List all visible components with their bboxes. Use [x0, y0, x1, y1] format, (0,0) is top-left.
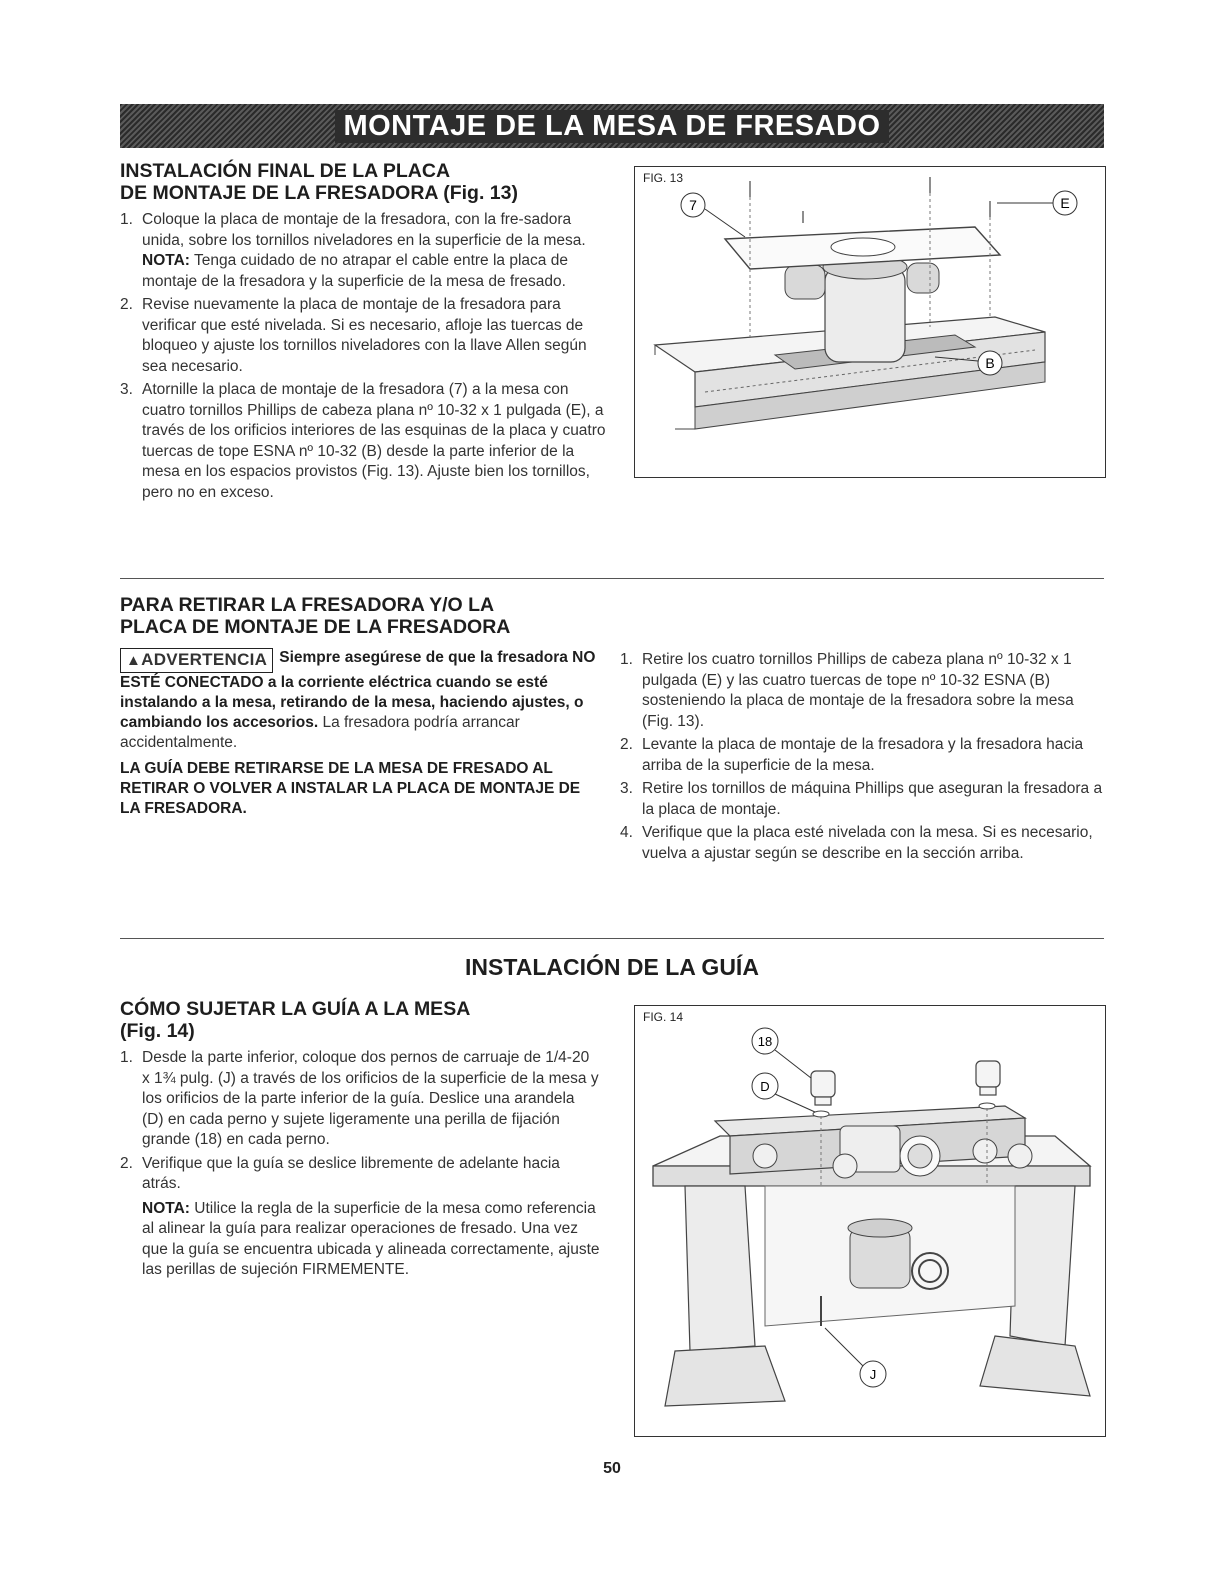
- banner-title: MONTAJE DE LA MESA DE FRESADO: [335, 110, 888, 143]
- list-item: [620, 650, 1104, 732]
- warning-label-box: [120, 648, 273, 673]
- note-block: [120, 1199, 600, 1281]
- section-banner: [120, 104, 1104, 148]
- step-number: 1.: [620, 651, 633, 668]
- section2-steps-column: [620, 650, 1104, 867]
- warning-bold-text: Siempre asegúrese de que la fresadora NO ESTÉ CONECTADO a la corriente eléctrica cuando se esté instalando a la mesa, retirando de la mesa, haciendo ajustes, o cambiando los accesorios.: [120, 649, 596, 731]
- step-text: Tenga cuidado de no atrapar el cable entre la placa de montaje de la fresadora y la superficie de la mesa de fresado.: [142, 252, 568, 290]
- callout-b: B: [985, 355, 995, 371]
- figure-label: FIG. 13: [643, 171, 684, 185]
- step-text: Desde la parte inferior, coloque dos pernos de carruaje de 1/4-20 x 1¾ pulg. (J) a través de los orificios de la superficie de la mesa y los orificios de la parte inferior de la guía. Deslice una arandela (D) en cada perno y sujete ligeramente una perilla de fijación grande (18) en cada perno.: [142, 1049, 599, 1148]
- section-remove-router: [120, 594, 600, 819]
- figure-label: FIG. 14: [643, 1010, 684, 1024]
- section1-heading-line1: INSTALACIÓN FINAL DE LA PLACA: [120, 160, 451, 182]
- section1-steps: [120, 210, 610, 503]
- step-text: Atornille la placa de montaje de la fresadora (7) a la mesa con cuatro tornillos Phillips de cabeza plana nº 10-32 x 1 pulgada (E), a través de los orificios interiores de las esquinas de la placa y cuatro tuercas de tope ESNA nº 10-32 (B) desde la parte inferior de la mesa en los espacios provistos (Fig. 13). Ajuste bien los tornillos, pero no en exceso.: [142, 381, 606, 501]
- warning-text: La fresadora podría arrancar accidentalmente.: [120, 714, 520, 751]
- callout-e: E: [1060, 195, 1070, 211]
- page-number: 50: [603, 1460, 621, 1477]
- step-text: Coloque la placa de montaje de la fresadora, con la fre-sadora unida, sobre los tornillos niveladores en la superficie de la mesa.: [142, 211, 586, 249]
- list-item: [120, 380, 610, 503]
- step-number: 3.: [120, 381, 133, 398]
- section3-heading-line2: (Fig. 14): [120, 1020, 195, 1042]
- step-number: 2.: [120, 1154, 133, 1172]
- guide-caution: LA GUÍA DEBE RETIRARSE DE LA MESA DE FRESADO AL RETIRAR O VOLVER A INSTALAR LA PLACA DE MONTAJE DE LA FRESADORA.: [120, 760, 581, 817]
- note-label: NOTA:: [142, 1199, 190, 1217]
- divider: [120, 578, 1104, 579]
- divider: [120, 938, 1104, 939]
- router-plate-illustration: [635, 167, 1105, 477]
- warning-label: ADVERTENCIA: [141, 650, 268, 669]
- step-text: Levante la placa de montaje de la fresadora y la fresadora hacia arriba de la superficie de la mesa.: [642, 736, 1084, 774]
- callout-d: D: [760, 1079, 770, 1094]
- section3-title: INSTALACIÓN DE LA GUÍA: [465, 954, 759, 980]
- step-text: Verifique que la placa esté nivelada con la mesa. Si es necesario, vuelva a ajustar según se describe en la sección arriba.: [642, 824, 1093, 862]
- step-text: Retire los cuatro tornillos Phillips de cabeza plana nº 10-32 x 1 pulgada (E) y las cuatro tuercas de tope nº 10-32 ESNA (B) sosteniendo la placa de montaje de la fresadora sobre la mesa (Fig. 13).: [642, 651, 1074, 730]
- section2-heading-line1: PARA RETIRAR LA FRESADORA Y/O LA: [120, 594, 495, 616]
- section2-steps: [620, 650, 1104, 864]
- callout-j: J: [869, 1367, 877, 1382]
- section3-heading-line1: CÓMO SUJETAR LA GUÍA A LA MESA: [120, 998, 471, 1020]
- step-number: 4.: [620, 824, 633, 841]
- list-item: [620, 823, 1104, 864]
- step-text: Retire los tornillos de máquina Phillips que aseguran la fresadora a la placa de montaje.: [642, 780, 1103, 818]
- note-text: Utilice la regla de la superficie de la mesa como referencia al alinear la guía para realizar operaciones de fresado. Una vez que la guía se encuentra ubicada y alineada correctamente, ajuste las perillas de sujeción FIRMEMENTE.: [142, 1199, 600, 1278]
- figure-13: [634, 166, 1106, 478]
- callout-18: 18: [757, 1034, 773, 1049]
- warning-block: [120, 648, 600, 753]
- list-item: [120, 295, 610, 377]
- section2-heading-line2: PLACA DE MONTAJE DE LA FRESADORA: [120, 616, 511, 638]
- section-attach-guide: [120, 998, 600, 1281]
- list-item: [620, 735, 1104, 776]
- step-number: 1.: [120, 211, 133, 228]
- figure-14: [634, 1005, 1106, 1437]
- step-text: Verifique que la guía se deslice libremente de adelante hacia atrás.: [142, 1154, 560, 1192]
- section-final-install: [120, 160, 610, 506]
- list-item: [620, 779, 1104, 820]
- step-number: 2.: [120, 296, 133, 313]
- section3-steps: [120, 1048, 600, 1195]
- step-number: 3.: [620, 780, 633, 797]
- list-item: [120, 1048, 600, 1151]
- note-label: NOTA:: [142, 252, 190, 269]
- router-table-illustration: [635, 1006, 1105, 1436]
- list-item: [120, 210, 610, 292]
- section1-heading-line2: DE MONTAJE DE LA FRESADORA (Fig. 13): [120, 182, 518, 204]
- warning-triangle-icon: ▲: [126, 652, 142, 669]
- step-number: 1.: [120, 1049, 133, 1066]
- step-text: Revise nuevamente la placa de montaje de la fresadora para verificar que esté nivelada. Si es necesario, afloje las tuercas de bloqueo y ajuste los tornillos niveladores con la llave Allen según sea necesario.: [142, 296, 587, 375]
- list-item: [120, 1154, 600, 1195]
- section-guide-install-title: [120, 954, 1104, 981]
- step-number: 2.: [620, 736, 633, 753]
- callout-7: 7: [689, 197, 697, 213]
